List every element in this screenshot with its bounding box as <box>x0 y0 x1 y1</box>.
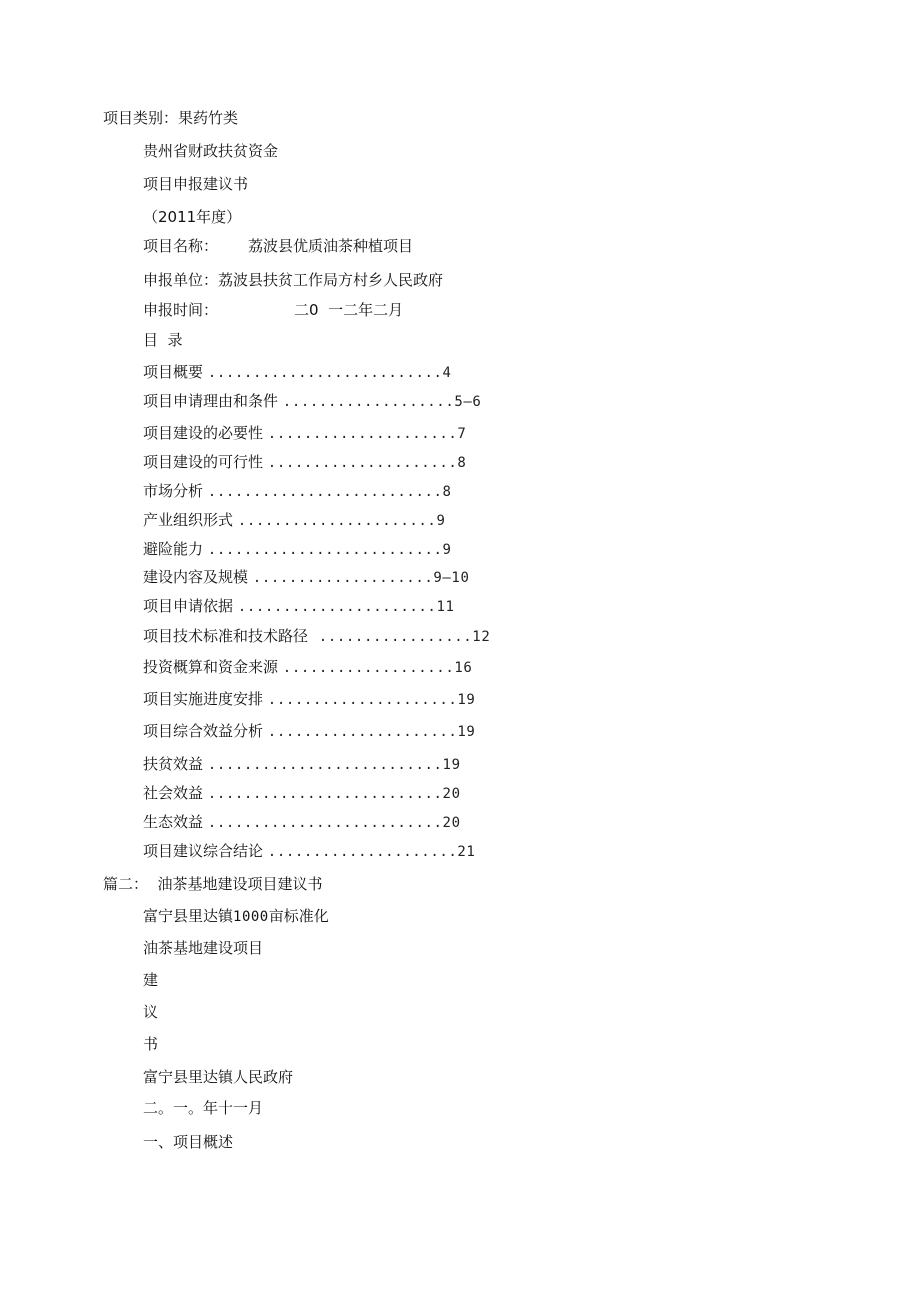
toc-page: 12 <box>472 629 491 645</box>
submit-date-value: 二0 一二年二月 <box>294 301 404 319</box>
part2-date: 二。一。年十一月 <box>143 1099 264 1117</box>
toc-entry[interactable] <box>143 362 452 383</box>
toc-entry[interactable] <box>143 481 452 502</box>
toc-entry[interactable] <box>143 567 470 588</box>
toc-entry[interactable] <box>143 596 455 617</box>
toc-page: 9—10 <box>433 570 470 586</box>
toc-page: 9 <box>442 542 452 558</box>
toc-entry[interactable] <box>143 783 461 804</box>
toc-title: 项目申请依据 <box>143 597 234 615</box>
part2-char-yi: 议 <box>143 1003 159 1021</box>
toc-entry[interactable] <box>143 391 481 412</box>
toc-page: 19 <box>442 757 461 773</box>
toc-leader: ..................... <box>267 844 458 860</box>
toc-title: 扶贫效益 <box>143 755 204 773</box>
toc-title: 避险能力 <box>143 540 204 558</box>
toc-title: 项目申请理由和条件 <box>143 392 279 410</box>
toc-title: 产业组织形式 <box>143 511 234 529</box>
section-1-heading: 一、项目概述 <box>143 1133 234 1151</box>
toc-page: 8 <box>457 455 467 471</box>
toc-leader: .......................... <box>207 815 443 831</box>
toc-leader: ..................... <box>267 455 458 471</box>
toc-leader: ................... <box>282 394 455 410</box>
toc-leader: ...................... <box>237 513 437 529</box>
part2-title-number: 1000 <box>233 909 269 925</box>
toc-page: 9 <box>436 513 446 529</box>
toc-page: 20 <box>442 786 461 802</box>
toc-leader: ...................... <box>237 599 437 615</box>
toc-leader: .......................... <box>207 365 443 381</box>
toc-leader: ................... <box>282 660 455 676</box>
toc-page: 5—6 <box>454 394 482 410</box>
toc-leader: ..................... <box>267 426 458 442</box>
toc-entry[interactable] <box>143 721 475 742</box>
toc-title: 社会效益 <box>143 784 204 802</box>
toc-entry[interactable] <box>143 657 472 678</box>
submit-date-label: 申报时间： <box>143 301 219 319</box>
toc-page: 4 <box>442 365 452 381</box>
toc-entry[interactable] <box>143 754 461 775</box>
toc-entry[interactable] <box>143 812 461 833</box>
toc-page: 8 <box>442 484 452 500</box>
toc-page: 20 <box>442 815 461 831</box>
toc-entry[interactable] <box>143 510 445 531</box>
toc-entry[interactable] <box>143 841 475 862</box>
part2-char-jian: 建 <box>143 971 159 989</box>
toc-title: 建设内容及规模 <box>143 568 249 586</box>
applicant-unit: 申报单位：荔波县扶贫工作局方村乡人民政府 <box>143 271 444 289</box>
project-category: 项目类别：果药竹类 <box>103 109 239 127</box>
toc-title: 项目实施进度安排 <box>143 690 264 708</box>
toc-entry[interactable] <box>143 539 452 560</box>
toc-title: 项目概要 <box>143 363 204 381</box>
toc-page: 19 <box>457 724 476 740</box>
toc-title: 生态效益 <box>143 813 204 831</box>
toc-leader: .......................... <box>207 757 443 773</box>
toc-leader: ................. <box>318 629 473 645</box>
toc-leader: ..................... <box>267 692 458 708</box>
toc-page: 21 <box>457 844 476 860</box>
project-name-label: 项目名称： <box>143 237 219 255</box>
document-title: 项目申报建议书 <box>143 175 249 193</box>
project-name-value: 荔波县优质油茶种植项目 <box>248 237 414 255</box>
toc-leader: .................... <box>252 570 434 586</box>
toc-title: 项目技术标准和技术路径 <box>143 627 309 645</box>
project-name-row <box>143 236 413 256</box>
toc-leader: .......................... <box>207 484 443 500</box>
toc-title: 项目建议综合结论 <box>143 842 264 860</box>
part2-char-shu: 书 <box>143 1035 159 1053</box>
toc-entry[interactable] <box>143 689 475 710</box>
toc-entry[interactable] <box>143 423 466 444</box>
toc-entry[interactable] <box>143 626 490 647</box>
fund-name: 贵州省财政扶贫资金 <box>143 142 279 160</box>
toc-title: 市场分析 <box>143 482 204 500</box>
toc-page: 7 <box>457 426 467 442</box>
part2-project-title-line2: 油茶基地建设项目 <box>143 939 264 957</box>
part2-government: 富宁县里达镇人民政府 <box>143 1068 294 1086</box>
toc-page: 16 <box>454 660 473 676</box>
toc-page: 19 <box>457 692 476 708</box>
part2-heading: 篇二： 油茶基地建设项目建议书 <box>103 875 323 893</box>
part2-title-a: 富宁县里达镇 <box>143 907 234 925</box>
toc-page: 11 <box>436 599 455 615</box>
toc-leader: .......................... <box>207 542 443 558</box>
year-label: （2011年度） <box>143 208 242 226</box>
toc-heading: 目 录 <box>143 331 183 349</box>
part2-title-b: 亩标准化 <box>268 907 329 925</box>
part2-project-title-line1 <box>143 906 329 927</box>
toc-title: 项目综合效益分析 <box>143 722 264 740</box>
toc-title: 项目建设的必要性 <box>143 424 264 442</box>
submit-date-row <box>143 300 403 320</box>
toc-entry[interactable] <box>143 452 466 473</box>
toc-title: 项目建设的可行性 <box>143 453 264 471</box>
toc-title: 投资概算和资金来源 <box>143 658 279 676</box>
toc-leader: .......................... <box>207 786 443 802</box>
toc-leader: ..................... <box>267 724 458 740</box>
